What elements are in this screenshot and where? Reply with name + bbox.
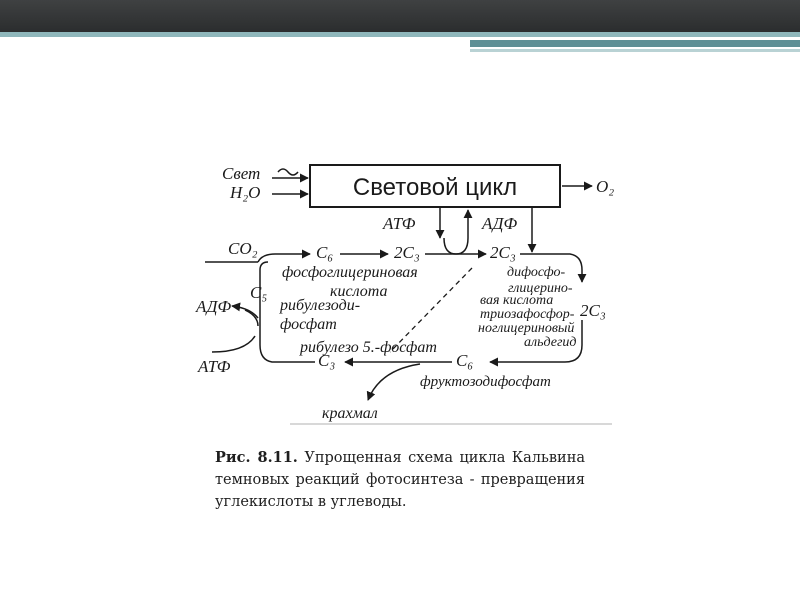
rubp-line1: рибулезоди- — [280, 297, 361, 314]
adp-top-label: АДФ — [482, 214, 518, 233]
figure-caption — [215, 447, 585, 513]
atp-top-label: АТФ — [383, 214, 416, 233]
figure-caption-text: Упрощенная схема цикла Кальвина темновых реакций фотосинтеза - превращения углекислоты в углеводы. — [215, 450, 585, 510]
cycle-top-path — [258, 254, 310, 262]
diphospho-line2: глицерино- — [508, 281, 573, 296]
pga-label-line1: фосфоглицериновая — [282, 264, 418, 281]
water-input-label: H₂O — [230, 183, 261, 202]
c6-bottom-label: C₆ — [456, 351, 474, 370]
light-wave-icon — [278, 169, 298, 175]
adp-left-label: АДФ — [196, 297, 232, 316]
co2-label: CO₂ — [228, 239, 258, 258]
rubp-line2: фосфат — [280, 316, 337, 333]
fructose-label: фруктозодифосфат — [420, 374, 551, 390]
ribulose-phosphate-label: рибулезо 5.-фосфат — [300, 339, 437, 356]
adp-return-arrow — [444, 210, 468, 254]
pga-label-line2: кислота — [330, 283, 388, 300]
light-input-label: Свет — [222, 164, 261, 183]
diphospho-line1: дифосфо- — [507, 265, 566, 280]
c3-far-right-label: 2C₃ — [580, 301, 606, 320]
atp-left-label: АТФ — [198, 357, 231, 376]
triose-line1: триозафосфор- — [480, 307, 575, 322]
c3-bottom-label: C₃ — [318, 351, 336, 370]
c3-left-label: 2C₃ — [394, 243, 420, 262]
figure-caption-label: Рис. 8.11. — [215, 449, 298, 466]
oxygen-label: O₂ — [596, 177, 615, 196]
starch-arrow — [368, 364, 420, 400]
diphospho-line3: вая кислота — [480, 293, 554, 308]
atp-adp-left-curve — [212, 310, 258, 352]
starch-label: крахмал — [322, 405, 378, 422]
light-cycle-label: Световой цикл — [352, 174, 518, 201]
c3-right-label: 2C₃ — [490, 243, 516, 262]
c5-label: C₅ — [250, 283, 268, 302]
c6-top-label: C₆ — [316, 243, 334, 262]
triose-line3: альдегид — [524, 335, 577, 350]
triose-line2: ноглицериновый — [478, 321, 575, 336]
